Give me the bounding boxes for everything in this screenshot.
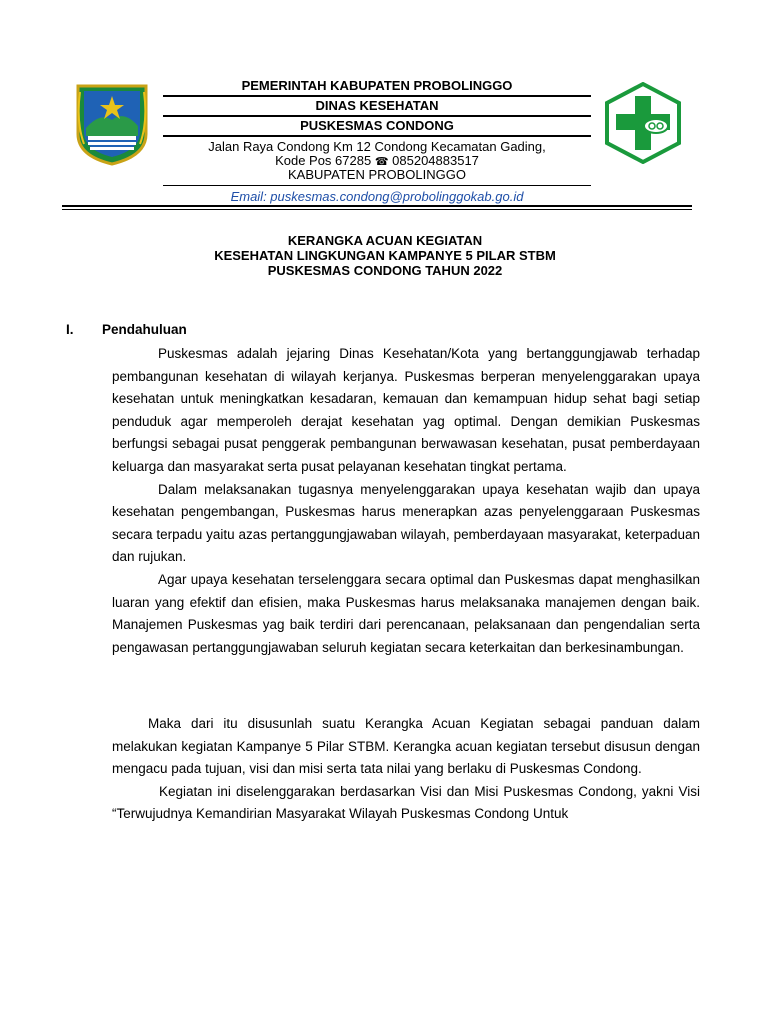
address-line-1: Jalan Raya Condong Km 12 Condong Kecamatan Gading,	[208, 139, 546, 154]
body-block-1	[112, 343, 700, 659]
email-line: Email: puskesmas.condong@probolinggokab.go.id	[230, 189, 524, 204]
section-number: I.	[66, 322, 74, 337]
puskesmas-name: PUSKESMAS CONDONG	[300, 118, 454, 133]
paragraph-2: Dalam melaksanakan tugasnya menyelenggarakan upaya kesehatan wajib dan upaya kesehatan pengembangan, Puskesmas harus menerapkan azas penyelenggaraan Puskesmas secara terpadu yaitu azas pertanggungjawaban wilayah, pemberdayaan masyarakat, keterpaduan dan rujukan.	[112, 481, 700, 565]
header-rule-4	[163, 185, 591, 186]
document-title-line-3: PUSKESMAS CONDONG TAHUN 2022	[267, 263, 503, 278]
header-rule-1	[163, 95, 591, 97]
address-line-3: KABUPATEN PROBOLINGGO	[288, 167, 466, 182]
letterhead-double-rule-top	[62, 205, 692, 207]
paragraph-5: Kegiatan ini diselenggarakan berdasarkan Visi dan Misi Puskesmas Condong, yakni Visi “Terwujudnya Kemandirian Masyarakat Wilayah Puskesmas Condong Untuk	[112, 783, 700, 822]
header-rule-3	[163, 135, 591, 137]
document-title-line-2: KESEHATAN LINGKUNGAN KAMPANYE 5 PILAR STBM	[214, 248, 556, 263]
header-rule-2	[163, 115, 591, 117]
document-title-line-1: KERANGKA ACUAN KEGIATAN	[287, 233, 483, 248]
paragraph-3: Agar upaya kesehatan terselenggara secara optimal dan Puskesmas dapat menghasilkan luaran yang efektif dan efisien, maka Puskesmas harus melaksanaka manajemen dengan baik. Manajemen Puskesmas yag baik terdiri dari perencanaan, pelaksanaan dan pengendalian serta pengawasan pertanggungjawaban seluruh kegiatan secara keterkaitan dan berkesinambungan.	[112, 571, 700, 655]
puskesmas-logo	[604, 82, 682, 164]
agency-name: DINAS KESEHATAN	[315, 98, 439, 113]
government-name: PEMERINTAH KABUPATEN PROBOLINGGO	[241, 78, 513, 93]
phone-number: 085204883517	[392, 153, 479, 168]
paragraph-4: Maka dari itu disusunlah suatu Kerangka Acuan Kegiatan sebagai panduan dalam melakukan kegiatan Kampanye 5 Pilar STBM. Kerangka acuan kegiatan tersebut disusun dengan mengacu pada tujuan, visi dan misi serta tata nilai yang berlaku di Puskesmas Condong.	[112, 716, 700, 777]
postal-code: Kode Pos 67285	[275, 153, 372, 168]
letterhead-double-rule-bottom	[62, 209, 692, 210]
paragraph-1: Puskesmas adalah jejaring Dinas Kesehatan/Kota yang bertanggungjawab terhadap pembangunan kesehatan di wilayah kerjanya. Puskesmas berperan menyelenggarakan upaya kesehatan untuk meningkatkan kesadaran, kemauan dan kemampuan hidup sehat bagi setiap penduduk agar memperoleh derajat kesehatan yag optimal. Dengan demikian Puskesmas berfungsi sebagai pusat penggerak pembangunan berwawasan kesehatan, pusat pemberdayaan keluarga dan masyarakat serta pusat pelayanan kesehatan tingkat pertama.	[112, 346, 700, 474]
telephone-icon: ☎	[374, 155, 389, 168]
kabupaten-probolinggo-emblem	[74, 82, 150, 166]
section-heading: Pendahuluan	[102, 322, 187, 337]
body-block-2	[112, 713, 700, 826]
